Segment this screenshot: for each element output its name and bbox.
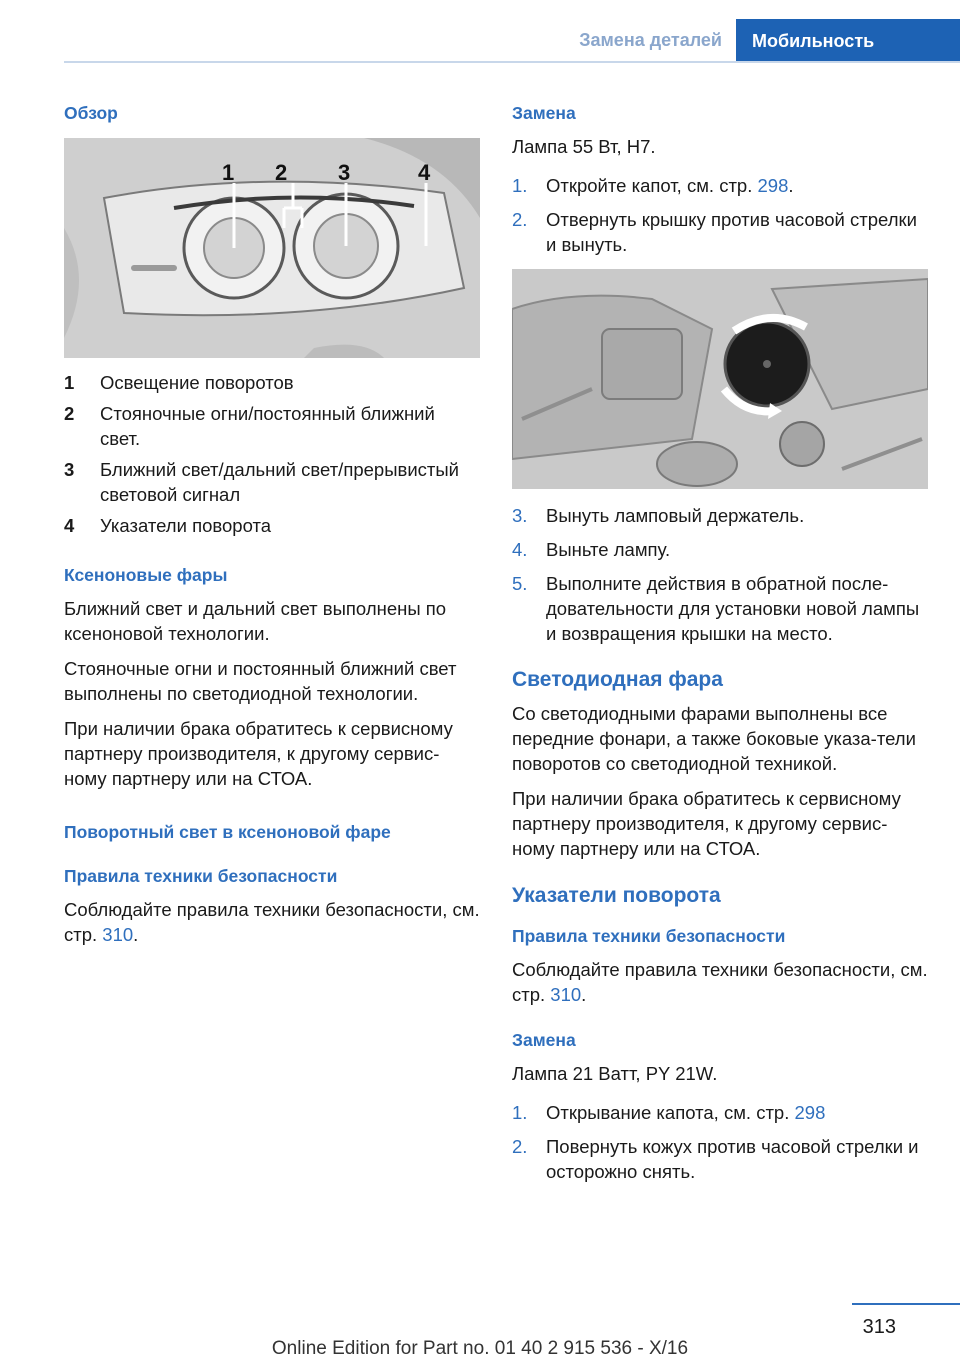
- edition-line: Online Edition for Part no. 01 40 2 915 536 - X/16: [271, 1338, 689, 1359]
- step-text: Повернуть кожух против часовой стрелки и осторожно снять.: [546, 1136, 919, 1182]
- xenon-heading: Ксеноновые фары: [64, 565, 228, 585]
- legend-number: 3: [64, 459, 75, 480]
- step-number: 2.: [512, 209, 528, 230]
- legend-number: 2: [64, 403, 75, 424]
- turn-signals-heading: Указатели поворота: [512, 884, 721, 907]
- page-number: 313: [862, 1316, 896, 1338]
- safety-paragraph: Соблюдайте правила техники безопасности, см. стр. 310.: [64, 899, 480, 945]
- page-link[interactable]: 298: [757, 175, 789, 196]
- lamp-spec: Лампа 55 Вт, H7.: [512, 136, 656, 157]
- left-column: [64, 100, 480, 957]
- xenon-paragraph-2: Стояночные огни и постоянный ближний свет выполнены по светодиодной технологии.: [64, 658, 457, 704]
- step-number: 2.: [512, 1136, 528, 1157]
- step-text: Выньте лампу.: [546, 539, 671, 560]
- step-number: 1.: [512, 175, 528, 196]
- step-item: [512, 1134, 928, 1184]
- page-link[interactable]: 310: [102, 924, 134, 945]
- figure-label-4: 4: [418, 160, 431, 185]
- figure-legend: [64, 370, 480, 538]
- step-item: [512, 571, 928, 646]
- step-text: Отвернуть крышку против часовой стрелки и вынуть.: [546, 209, 917, 255]
- xenon-paragraph-3: При наличии брака обратитесь к сервисному партнеру производителя, к другому сервис-ному партнеру или на СТОА.: [64, 718, 453, 789]
- steps-list-b: [512, 503, 928, 646]
- replacement-heading-2: Замена: [512, 1030, 576, 1050]
- legend-item: [64, 457, 480, 507]
- legend-number: 4: [64, 515, 75, 536]
- step-number: 5.: [512, 573, 528, 594]
- legend-text: Освещение поворотов: [100, 372, 294, 393]
- legend-item: [64, 513, 480, 538]
- header-section-title: Замена деталей: [579, 30, 722, 50]
- steps-list-a: [512, 173, 928, 257]
- replacement-heading: Замена: [512, 103, 576, 123]
- step-item: [512, 173, 928, 198]
- led-paragraph-2: При наличии брака обратитесь к сервисному партнеру производителя, к другому сервис-ному партнеру или на СТОА.: [512, 788, 901, 859]
- step-text: Вынуть ламповый держатель.: [546, 505, 805, 526]
- page-link[interactable]: 310: [550, 984, 582, 1005]
- safety-paragraph: Соблюдайте правила техники безопасности, см. стр. 310.: [512, 959, 928, 1005]
- step-text: Откройте капот, см. стр. 298.: [546, 175, 794, 196]
- legend-number: 1: [64, 372, 75, 393]
- headlight-cover-figure: [512, 269, 928, 489]
- legend-text: Ближний свет/дальний свет/прерывистый световой сигнал: [100, 459, 460, 505]
- footer-rule: [852, 1303, 960, 1305]
- figure-label-1: 1: [222, 160, 235, 185]
- step-item: [512, 503, 928, 528]
- page-header: [0, 0, 960, 64]
- steps-list-c: [512, 1100, 928, 1184]
- safety-heading: Правила техники безопасности: [512, 926, 786, 946]
- engine-bay-illustration: [512, 269, 928, 489]
- xenon-paragraph-1: Ближний свет и дальний свет выполнены по ксеноновой технологии.: [64, 598, 447, 644]
- figure-label-3: 3: [338, 160, 351, 185]
- step-number: 1.: [512, 1102, 528, 1123]
- legend-text: Указатели поворота: [100, 515, 272, 536]
- legend-item: [64, 401, 480, 451]
- step-number: 3.: [512, 505, 528, 526]
- page-link[interactable]: 298: [794, 1102, 826, 1123]
- step-item: [512, 537, 928, 562]
- figure-label-2: 2: [275, 160, 288, 185]
- lamp-spec-2: Лампа 21 Ватт, PY 21W.: [512, 1063, 718, 1084]
- safety-heading: Правила техники безопасности: [64, 866, 338, 886]
- led-headlight-heading: Светодиодная фара: [512, 668, 723, 691]
- led-paragraph-1: Со светодиодными фарами выполнены все передние фонари, а также боковые указа-тели поворотов со светодиодной техникой.: [512, 703, 916, 774]
- legend-item: [64, 370, 480, 395]
- headlight-illustration: [64, 138, 480, 358]
- cornering-light-heading: Поворотный свет в ксеноновой фаре: [64, 822, 391, 842]
- step-item: [512, 1100, 928, 1125]
- headlight-overview-figure: [64, 138, 480, 358]
- overview-heading: Обзор: [64, 103, 118, 123]
- page-footer: [0, 1300, 960, 1362]
- right-column: [512, 100, 928, 1193]
- step-text: Открывание капота, см. стр. 298: [546, 1102, 826, 1123]
- step-item: [512, 207, 928, 257]
- step-number: 4.: [512, 539, 528, 560]
- header-chapter-tab: Мобильность: [736, 19, 960, 63]
- legend-text: Стояночные огни/постоянный ближний свет.: [100, 403, 435, 449]
- header-rule: [64, 61, 960, 63]
- step-text: Выполните действия в обратной после-довательности для установки новой лампы и возвращения крышки на место.: [546, 573, 920, 644]
